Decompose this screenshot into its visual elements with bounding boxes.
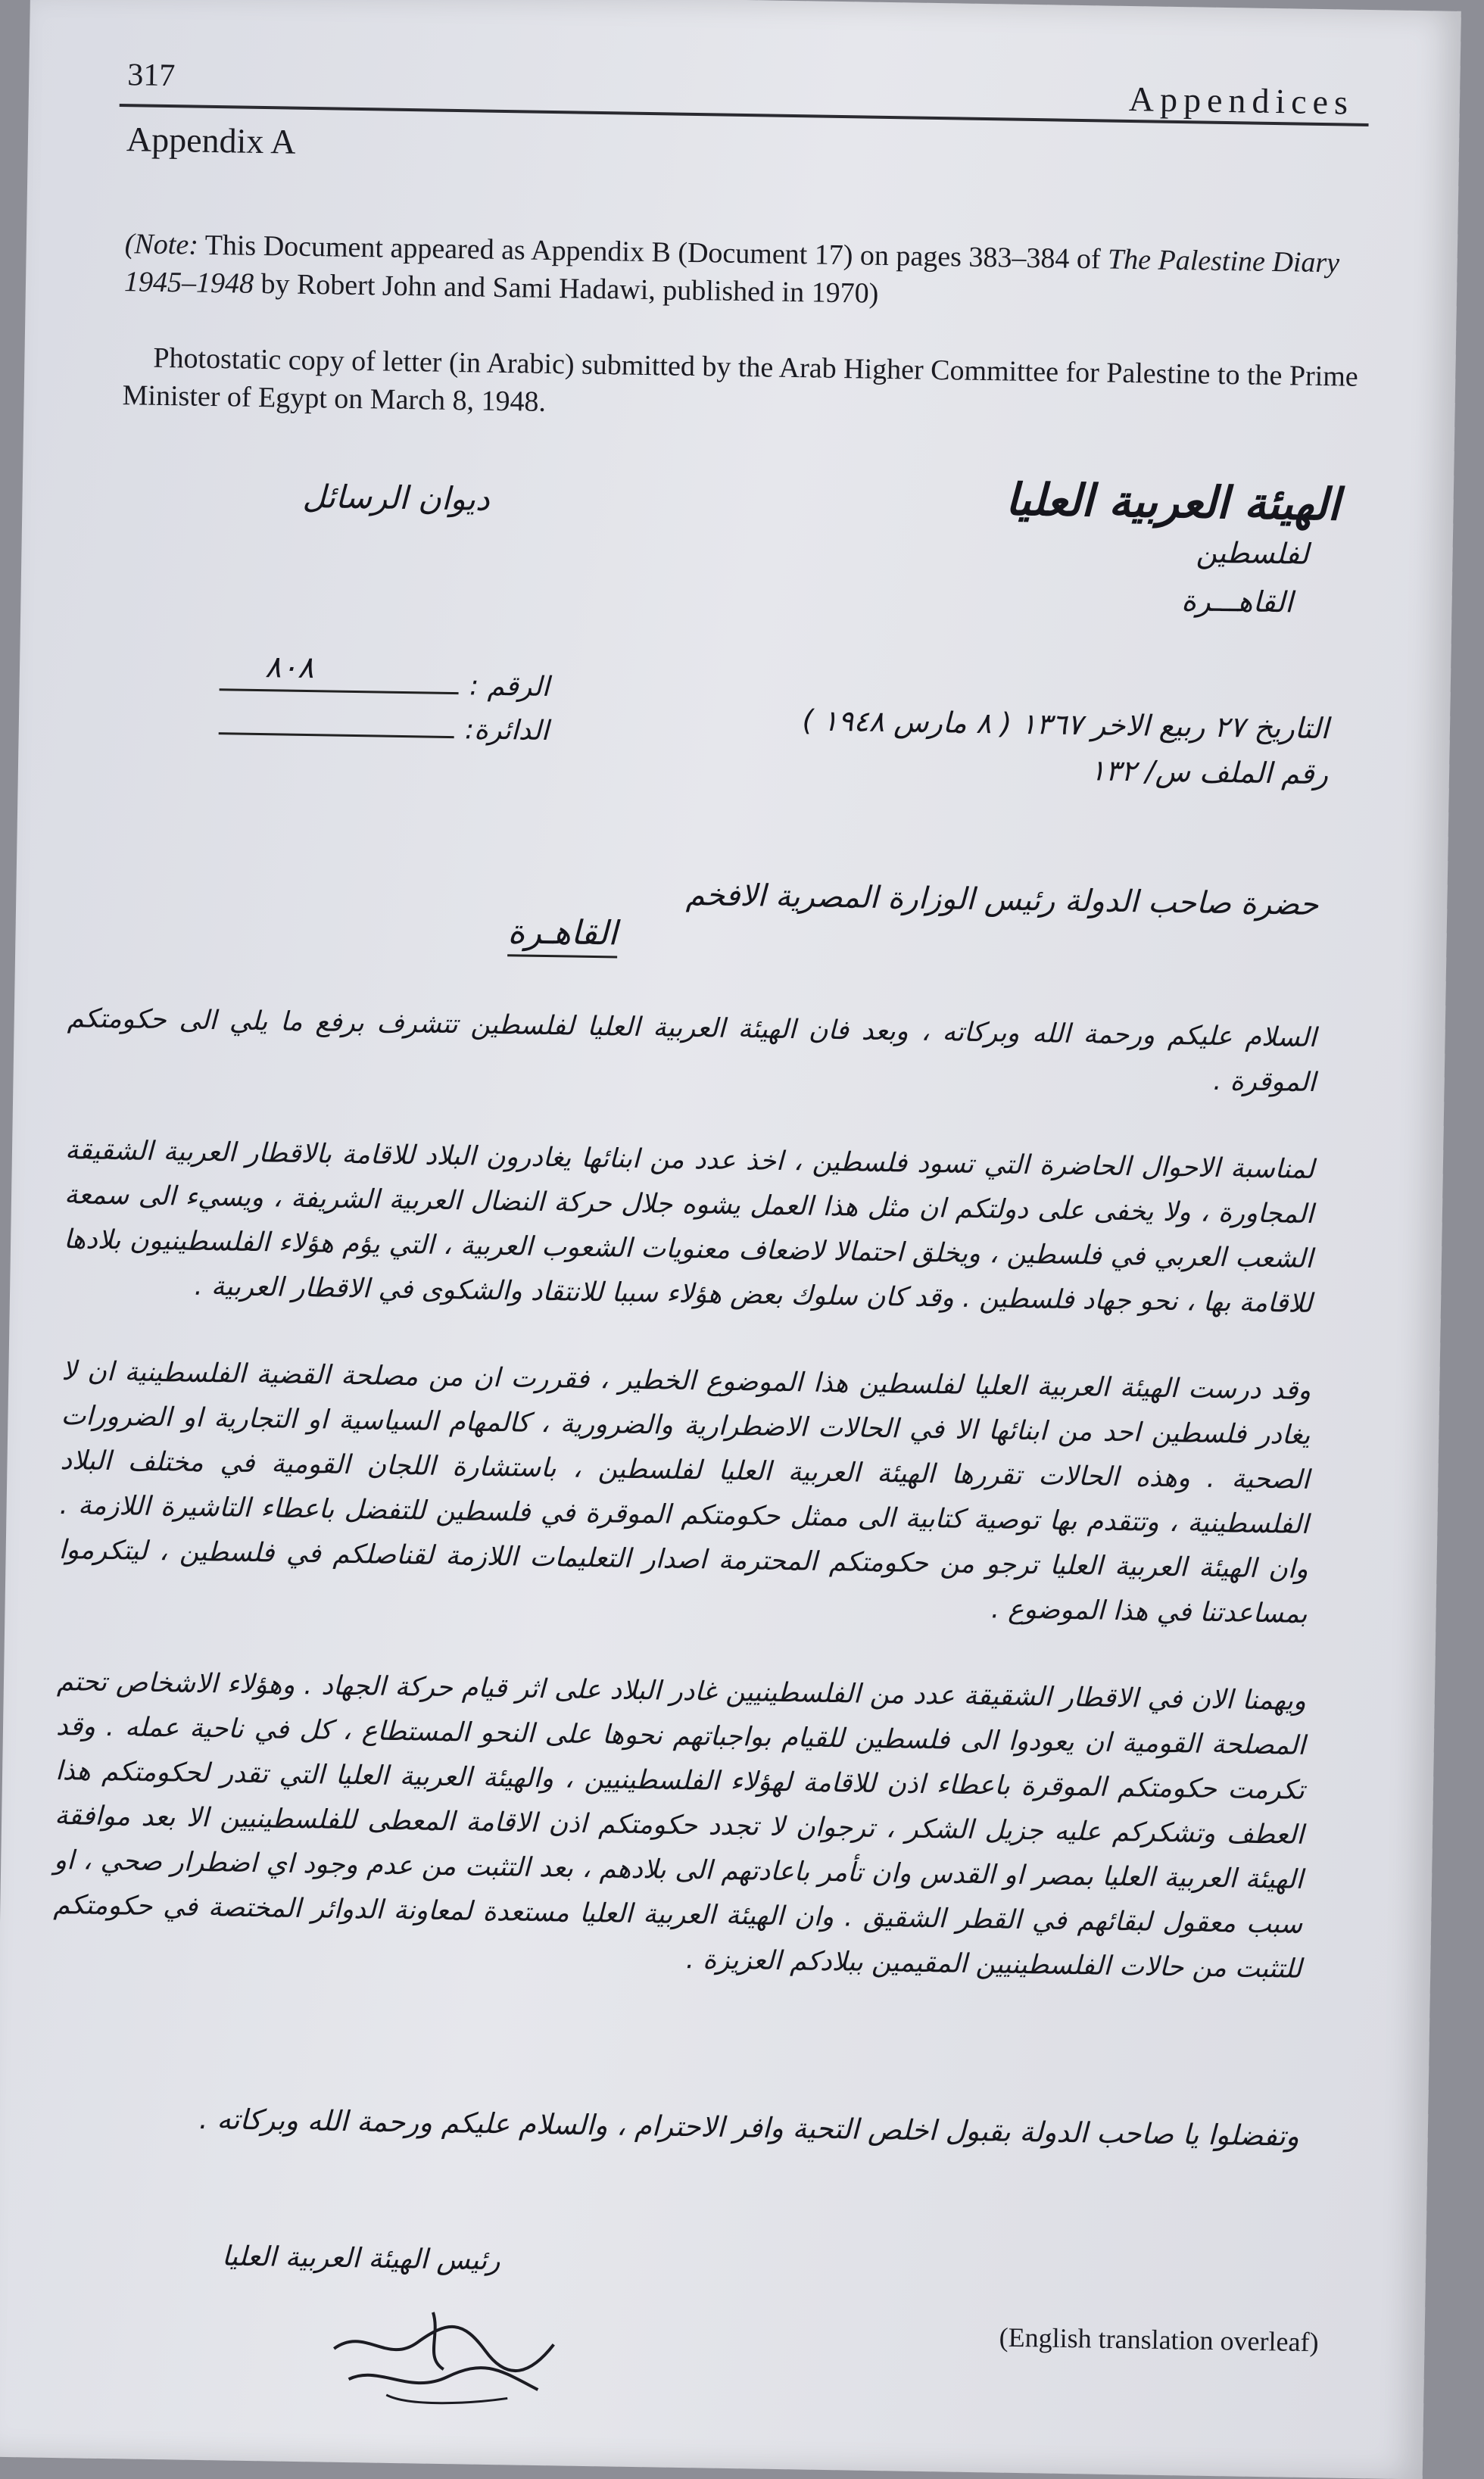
reference-dept-line <box>219 709 455 738</box>
note-text-2: by Robert John and Sami Hadawi, published in 1970) <box>253 267 879 310</box>
body-paragraph-1: السلام عليكم ورحمة الله وبركاته ، وبعد فان الهيئة العربية العليا لفلسطين تتشرف برفع ما يلي الى حكومتكم الموقرة . <box>67 1003 1317 1098</box>
body-paragraph-2: لمناسبة الاحوال الحاضرة التي تسود فلسطين ، اخذ عدد من ابنائها يغادرون البلاد للاقامة بالاقطار العربية الشقيقة المجاورة ، ولا يخفى على دولتكم ان مثل هذا العمل يشوه جلال حركة النضال العربية الشريفة ، ويسيء الى سمعة الشعب العربي في فلسطين ، ويخلق احتمالا لاضعاف معنويات الشعوب العربية ، التي يؤم هؤلاء الفلسطينيون بلادها للاقامة بها ، نحو جهاد فلسطين . وقد كان سلوك بعض هؤلاء سببا للانتقاد والشكوى في الاقطار العربية . <box>63 1135 1315 1319</box>
handwritten-signature <box>318 2296 569 2413</box>
letterhead <box>959 473 1340 620</box>
note-label: (Note: <box>124 228 199 261</box>
translation-note: (English translation overleaf) <box>999 2322 1319 2358</box>
reference-number-row <box>208 650 550 715</box>
note-text-1: This Document appeared as Appendix B (Document 17) on pages 383–384 of <box>198 229 1108 276</box>
date-line: التاريخ ٢٧ ربيع الاخر ١٣٦٧ ( ٨ مارس ١٩٤٨ ) <box>802 703 1330 746</box>
running-header: Appendices <box>1128 79 1355 122</box>
note-book-title: The Palestine Diary 1945–1948 <box>123 243 1340 300</box>
date-block <box>609 694 1330 797</box>
reference-number-label: الرقم : <box>469 670 550 703</box>
appendix-title: Appendix A <box>126 120 296 161</box>
signature-title: رئيس الهيئة العربية العليا <box>221 2240 500 2277</box>
file-number-line: رقم الملف س/ ١٣٢ <box>1090 753 1329 791</box>
letterhead-org-place: لفلسطين <box>1196 535 1309 571</box>
intro-paragraph: Photostatic copy of letter (in Arabic) submitted by the Arab Higher Committee for Palestine to the Prime Minister of Egypt on March 8, 1948. <box>122 341 1359 418</box>
reference-box <box>207 650 550 759</box>
letterhead-org-name: الهيئة العربية العليا <box>1005 473 1341 531</box>
addressee-city: القاهـرة <box>507 912 618 958</box>
reference-number-value: ٨٠٨ <box>264 650 314 686</box>
reference-dept-row <box>207 709 549 759</box>
source-note <box>124 225 1397 320</box>
letter-body <box>51 996 1317 2035</box>
reference-dept-label: الدائرة: <box>464 714 550 747</box>
addressee: حضرة صاحب الدولة رئيس الوزارة المصرية الافخم <box>685 877 1319 923</box>
page-number: 317 <box>126 58 176 94</box>
letterhead-department: ديوان الرسائل <box>302 477 491 518</box>
body-paragraph-3: وقد درست الهيئة العربية العليا لفلسطين هذا الموضوع الخطير ، فقررت ان من مصلحة القضية الفلسطينية ان لا يغادر فلسطين احد من ابنائها الا في الحالات الاضطرارية والضرورية ، كالمهام السياسية او التجارية او الضرورات الصحية . وهذه الحالات تقررها الهيئة العربية العليا لفلسطين ، باستشارة اللجان القومية في مختلف البلاد الفلسطينية ، وتتقدم بها توصية كتابية الى ممثل حكومتكم الموقرة في فلسطين للتفضل باعطاء التاشيرة اللازمة . وان الهيئة العربية العليا ترجو من حكومتكم المحترمة اصدار التعليمات اللازمة لقناصلكم في فلسطين ، ليتكرموا بمساعدتنا في هذا الموضوع . <box>58 1356 1311 1629</box>
closing-line: وتفضلوا يا صاحب الدولة بقبول اخلص التحية وافر الاحترام ، والسلام عليكم ورحمة الله وبركاته . <box>198 2103 1300 2153</box>
letterhead-city: القاهـــرة <box>1181 584 1293 619</box>
reference-number-line <box>220 650 460 694</box>
body-paragraph-4: ويهمنا الان في الاقطار الشقيقة عدد من الفلسطينيين غادر البلاد على اثر قيام حركة الجهاد . وهؤلاء الاشخاص تحتم المصلحة القومية ان يعودوا الى فلسطين للقيام بواجباتهم نحوها على النحو المستطاع ، كل في ناحية عمله . وقد تكرمت حكومتكم الموقرة باعطاء اذن للاقامة لهؤلاء الفلسطينيين ، والهيئة العربية العليا التي تقدر لحكومتكم هذا العطف وتشكركم عليه جزيل الشكر ، ترجوان لا تجدد حكومتكم اذن الاقامة المعطى للفلسطينيين الا بعد موافقة الهيئة العربية العليا بمصر او القدس وان تأمر باعادتهم الى بلادهم ، بعد التثبت من عدم وجود اي اضطرار صحي ، او سبب معقول لبقائهم في القطر الشقيق . وان الهيئة العربية العليا مستعدة لمعاونة الدوائر المختصة في حكومتكم للتثبت من حالات الفلسطينيين المقيمين ببلادكم العزيزة . <box>53 1666 1307 1985</box>
